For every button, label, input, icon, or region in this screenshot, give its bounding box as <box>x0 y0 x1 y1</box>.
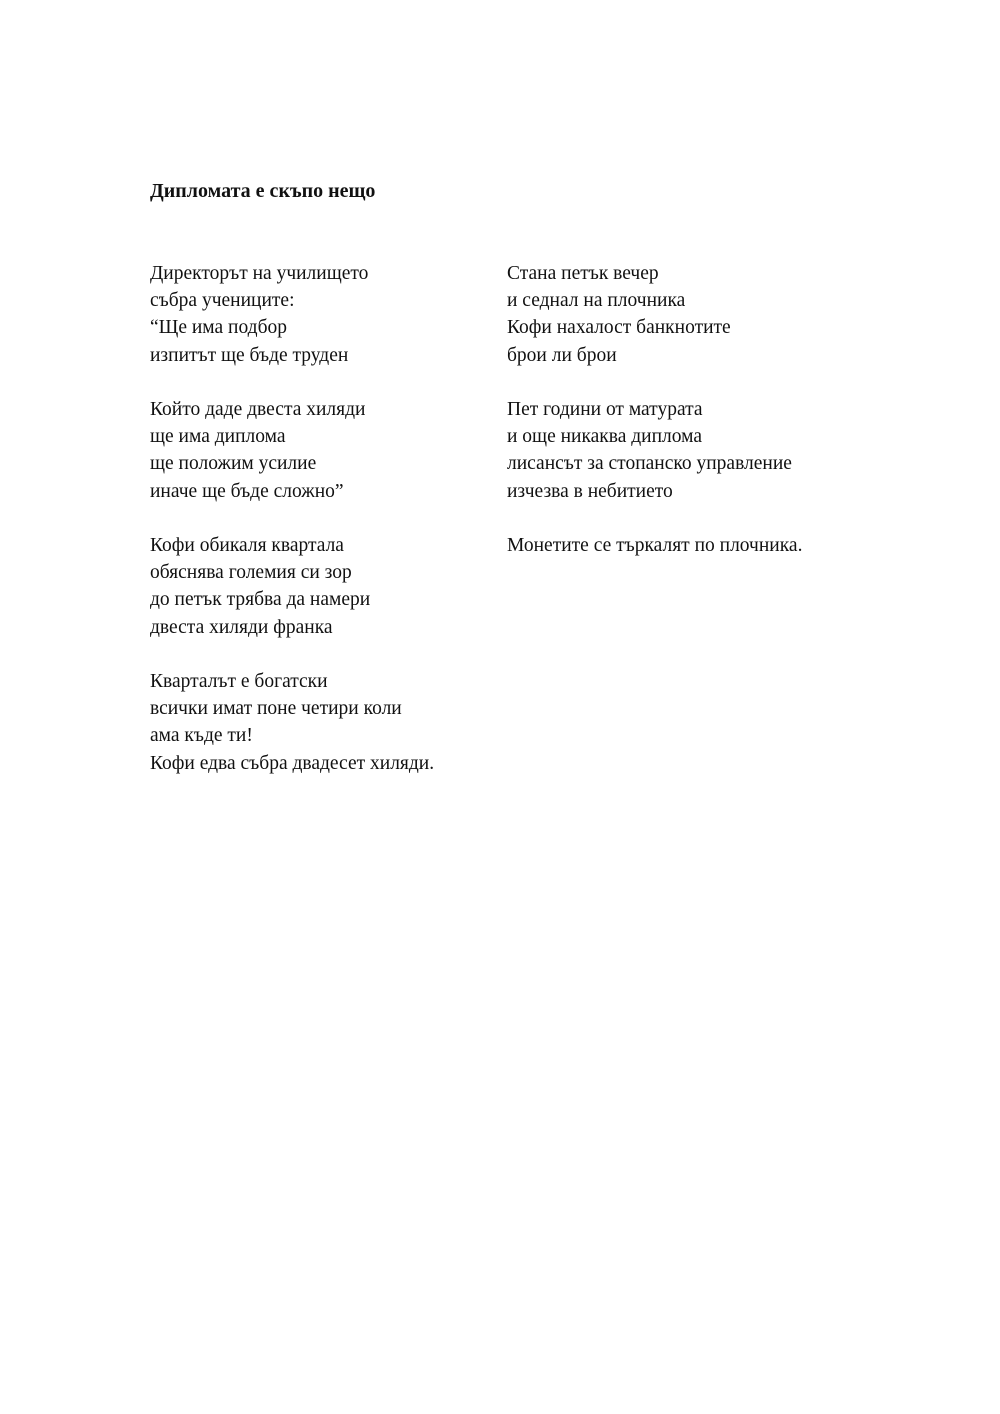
stanza <box>507 260 867 369</box>
poem-line: Стана петък вечер <box>507 263 659 284</box>
stanza <box>150 260 490 369</box>
left-column <box>150 260 490 804</box>
stanza <box>150 668 490 777</box>
poem-line: до петък трябва да намери <box>150 589 371 611</box>
poem-line: Кофи едва събра двадесет хиляди. <box>150 752 435 774</box>
poem-line: всички имат поне четири коли <box>150 698 402 720</box>
stanza <box>150 396 490 505</box>
poem-line: събра учениците: <box>150 290 295 312</box>
poem-line: обяснява големия си зор <box>150 562 352 584</box>
poem-line: ама къде ти! <box>150 725 253 747</box>
poem-line: Кофи обикаля квартала <box>150 535 344 556</box>
poem-line: Кофи нахалост банкнотите <box>507 317 731 339</box>
poem-line: Монетите се търкалят по плочника. <box>507 535 803 556</box>
poem-line: ще има диплома <box>150 426 286 448</box>
poem-line: брои ли брои <box>507 344 617 366</box>
right-column <box>507 260 867 586</box>
poem-line: Директорът на училището <box>150 263 369 284</box>
stanza <box>507 532 867 559</box>
poem-line: иначе ще бъде сложно” <box>150 480 344 502</box>
poem-line: Кварталът е богатски <box>150 671 328 692</box>
poem-line: и още никаква диплома <box>507 426 703 448</box>
poem-line: Пет години от матурата <box>507 399 703 420</box>
poem-line: лисансът за стопанско управление <box>507 453 792 475</box>
poem-line: и седнал на плочника <box>507 290 686 312</box>
stanza <box>507 396 867 505</box>
poem-line: ще положим усилие <box>150 453 317 475</box>
poem-line: “Ще има подбор <box>150 317 287 339</box>
poem-line: изчезва в небитието <box>507 480 673 502</box>
poem-title: Дипломата е скъпо нещо <box>150 180 376 202</box>
poem-line: изпитът ще бъде труден <box>150 344 349 366</box>
stanza <box>150 532 490 641</box>
poem-line: Който даде двеста хиляди <box>150 399 366 420</box>
poem-line: двеста хиляди франка <box>150 616 333 638</box>
